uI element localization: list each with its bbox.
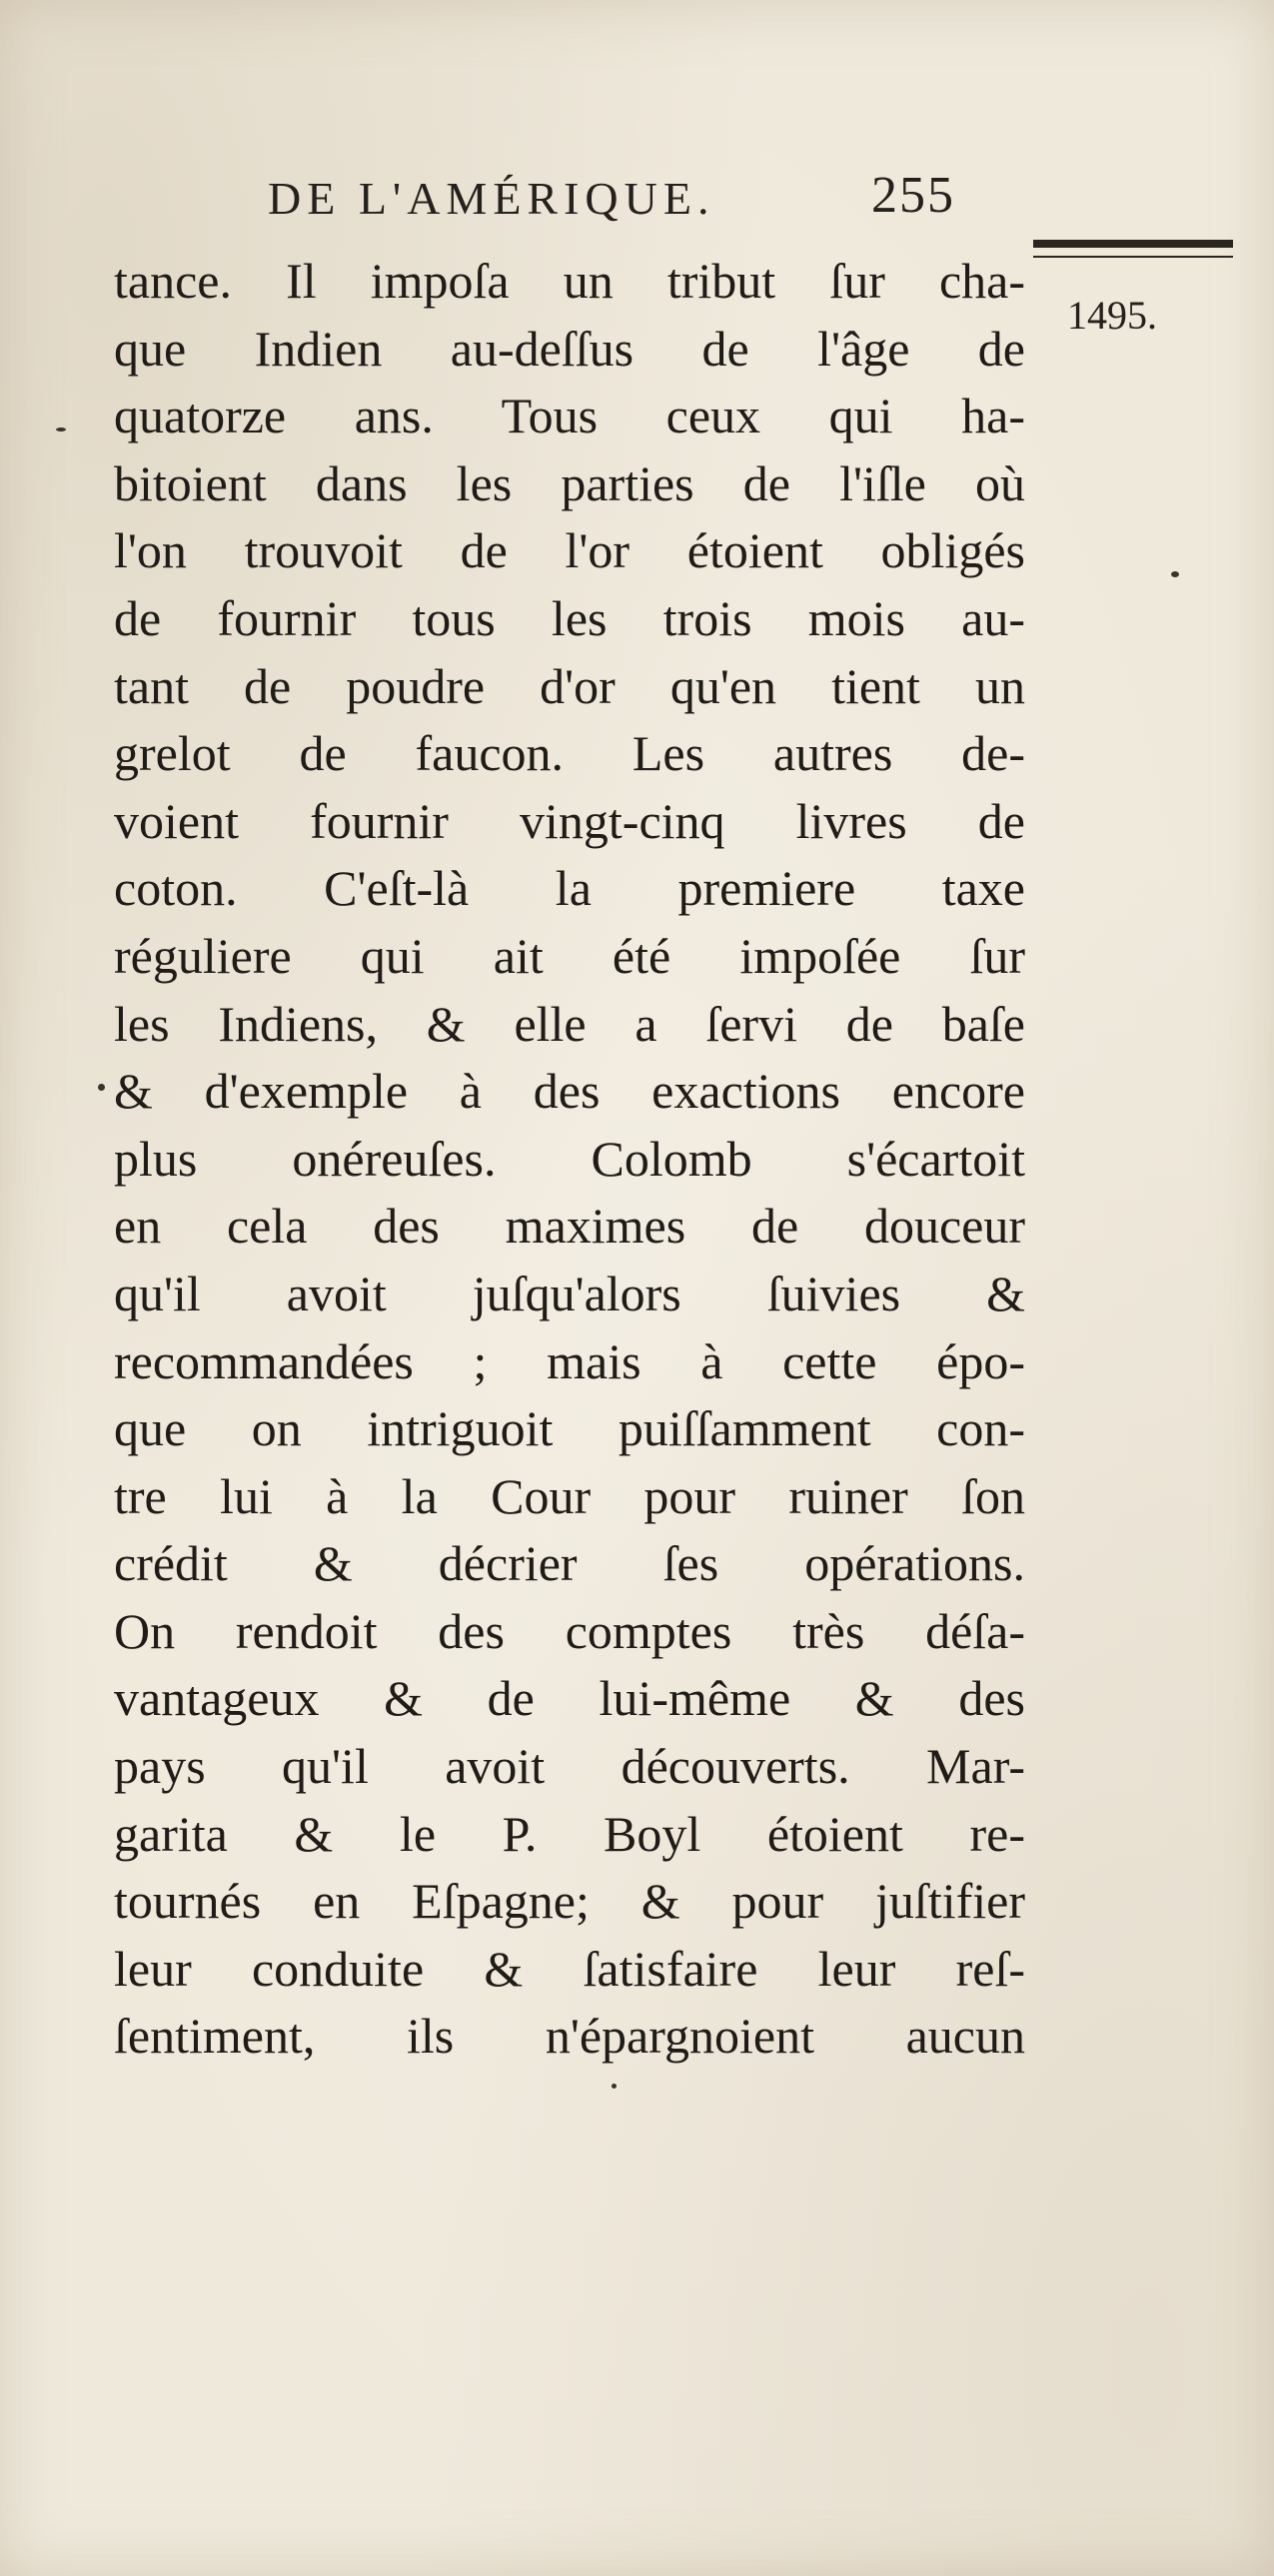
margin-year-note: 1495. — [1067, 293, 1157, 338]
text-line: les Indiens, & elle a ſervi de baſe — [114, 995, 1025, 1052]
running-head: DE L'AMÉRIQUE. — [268, 173, 715, 224]
text-line: tournés en Eſpagne; & pour juſtifier — [114, 1873, 1025, 1930]
ink-speck — [612, 2084, 617, 2089]
text-line: quatorze ans. Tous ceux qui ha- — [114, 388, 1025, 444]
text-line: crédit & décrier ſes opérations. — [114, 1535, 1025, 1592]
page-number: 255 — [871, 167, 955, 224]
text-line: On rendoit des comptes très déſa- — [114, 1602, 1025, 1659]
text-line: que on intriguoit puiſſamment con- — [114, 1400, 1025, 1457]
text-line: vantageux & de lui-même & des — [114, 1670, 1025, 1727]
text-line: l'on trouvoit de l'or étoient obligés — [114, 522, 1025, 579]
text-line: de fournir tous les trois mois au- — [114, 589, 1025, 646]
text-line: coton. C'eſt-là la premiere taxe — [114, 860, 1025, 917]
text-line: réguliere qui ait été impoſée ſur — [114, 927, 1025, 984]
text-line: garita & le P. Boyl étoient re- — [114, 1805, 1025, 1862]
margin-rule-thin — [1033, 256, 1233, 258]
text-line: tance. Il impoſa un tribut ſur cha- — [114, 253, 1025, 309]
ink-speck — [56, 428, 66, 431]
text-line: bitoient dans les parties de l'iſle où — [114, 454, 1025, 511]
text-line: que Indien au-deſſus de l'âge de — [114, 320, 1025, 377]
ink-speck — [1171, 571, 1179, 577]
body-text — [114, 248, 1025, 2071]
text-line: tre lui à la Cour pour ruiner ſon — [114, 1467, 1025, 1524]
ink-speck — [98, 1084, 105, 1091]
text-line: leur conduite & ſatisfaire leur reſ- — [114, 1940, 1025, 1997]
margin-rule — [1033, 240, 1233, 248]
text-line: & d'exemple à des exactions encore — [114, 1063, 1025, 1120]
text-line: tant de poudre d'or qu'en tient un — [114, 657, 1025, 714]
text-line: pays qu'il avoit découverts. Mar- — [114, 1738, 1025, 1795]
text-line: plus onéreuſes. Colomb s'écartoit — [114, 1130, 1025, 1187]
text-line: qu'il avoit juſqu'alors ſuivies & — [114, 1265, 1025, 1321]
text-line: voient fournir vingt-cinq livres de — [114, 792, 1025, 849]
text-line: grelot de faucon. Les autres de- — [114, 725, 1025, 782]
text-line: en cela des maximes de douceur — [114, 1198, 1025, 1255]
text-line: ſentiment, ils n'épargnoient aucun — [114, 2008, 1025, 2065]
text-line: recommandées ; mais à cette épo- — [114, 1332, 1025, 1389]
